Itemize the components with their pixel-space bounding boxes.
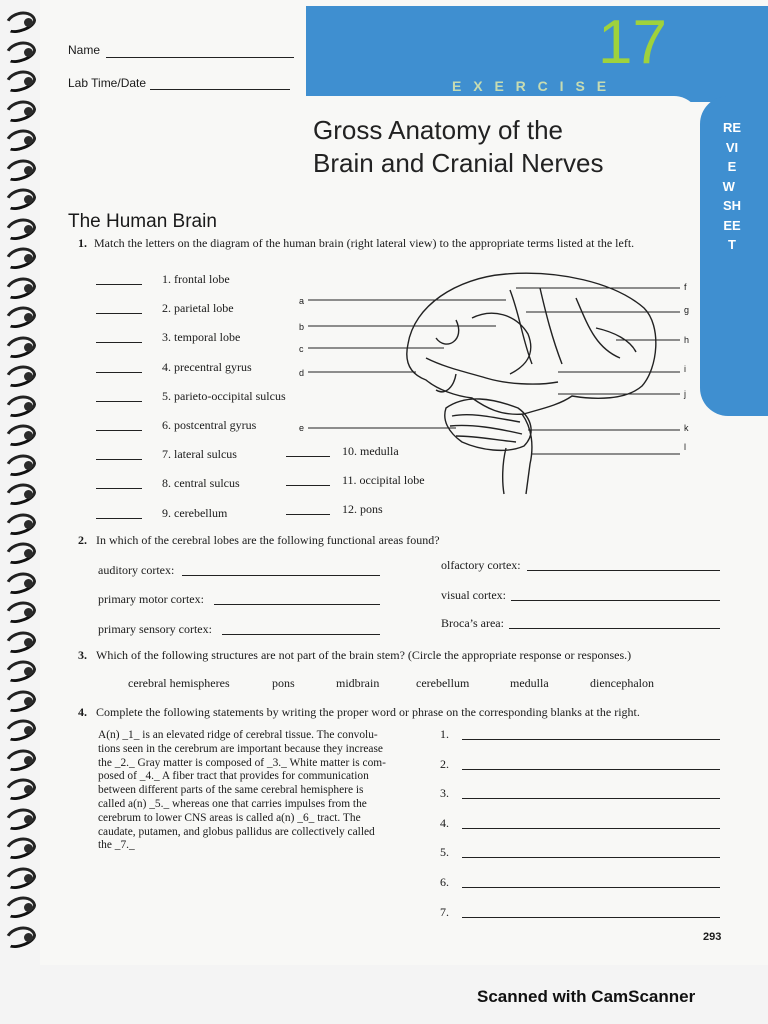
exercise-label: E X E R C I S E <box>452 78 611 94</box>
q4-number: 4. <box>78 705 87 719</box>
spiral-hole <box>24 402 33 411</box>
q3-prompt: Which of the following structures are not part of the brain stem? (Circle the appropriate response or responses.) <box>96 648 632 662</box>
answer-blank[interactable] <box>462 828 720 829</box>
section-title: The Human Brain <box>68 211 217 232</box>
spiral-hole <box>24 166 33 175</box>
spiral-hole <box>24 18 33 27</box>
blank-number: 6. <box>440 875 449 889</box>
answer-blank[interactable] <box>462 917 720 918</box>
spiral-hole <box>24 697 33 706</box>
diagram-letter: b <box>299 322 305 332</box>
spiral-hole <box>24 461 33 470</box>
answer-blank[interactable] <box>509 628 720 629</box>
spiral-hole <box>24 726 33 735</box>
answer-blank[interactable] <box>462 739 720 740</box>
name-field[interactable] <box>106 57 294 58</box>
spiral-hole <box>24 136 33 145</box>
spiral-hole <box>24 254 33 263</box>
brainstem-option[interactable]: cerebellum <box>416 676 470 690</box>
q2-prompt: In which of the cerebral lobes are the following functional areas found? <box>96 533 440 547</box>
spiral-hole <box>24 343 33 352</box>
blank-number: 2. <box>440 756 449 771</box>
paragraph-line: posed of _4._ A fiber tract that provides for communication <box>98 770 369 783</box>
answer-blank[interactable] <box>462 887 720 888</box>
answer-blank[interactable] <box>96 313 142 314</box>
q1-prompt: Match the letters on the diagram of the human brain (right lateral view) to the appropriate terms listed at the left. <box>94 236 635 250</box>
spiral-hole <box>24 933 33 942</box>
functional-area-label: visual cortex: <box>441 588 506 602</box>
answer-blank[interactable] <box>96 430 142 431</box>
brain-diagram <box>296 268 716 498</box>
spiral-hole <box>24 77 33 86</box>
diagram-letter: g <box>684 305 690 315</box>
spiral-hole <box>24 549 33 558</box>
diagram-letter: h <box>684 335 690 345</box>
paragraph-line: cerebrum to lower CNS areas is called a(n) _6_ tract. The <box>98 811 361 824</box>
q3-number: 3. <box>78 648 87 662</box>
scanner-watermark: Scanned with CamScanner <box>477 987 696 1006</box>
diagram-letter: i <box>684 364 686 374</box>
spiral-hole <box>24 195 33 204</box>
spiral-hole <box>24 372 33 381</box>
spiral-hole <box>24 431 33 440</box>
answer-blank[interactable] <box>286 514 330 515</box>
exercise-number: 17 <box>598 8 667 77</box>
diagram-letter: l <box>684 442 686 452</box>
answer-blank[interactable] <box>96 372 142 373</box>
spiral-hole <box>24 225 33 234</box>
functional-area-label: Broca’s area: <box>441 616 504 630</box>
functional-area-label: olfactory cortex: <box>441 558 521 572</box>
term-label: 1. frontal lobe <box>162 272 230 286</box>
paragraph-line: tions seen in the cerebrum are important because they increase <box>98 742 383 755</box>
answer-blank[interactable] <box>182 575 380 576</box>
blank-number: 4. <box>440 815 449 830</box>
blank-number: 3. <box>440 786 449 801</box>
name-label: Name <box>68 43 101 57</box>
q1-number: 1. <box>78 236 87 250</box>
spiral-hole <box>24 579 33 588</box>
answer-blank[interactable] <box>462 769 720 770</box>
spiral-hole <box>24 313 33 322</box>
term-label: 8. central sulcus <box>162 476 240 491</box>
term-label: 2. parietal lobe <box>162 301 234 316</box>
blank-number: 5. <box>440 845 449 860</box>
term-label: 5. parieto-occipital sulcus <box>162 388 286 403</box>
spiral-hole <box>24 756 33 765</box>
answer-blank[interactable] <box>462 798 720 799</box>
q4-paragraph <box>98 729 414 853</box>
lab-label: Lab Time/Date <box>68 76 147 90</box>
spiral-hole <box>24 520 33 529</box>
spiral-hole <box>24 284 33 293</box>
blank-number: 1. <box>440 727 449 741</box>
diagram-letter: j <box>684 389 686 399</box>
answer-blank[interactable] <box>511 600 720 601</box>
answer-blank[interactable] <box>527 570 720 571</box>
brainstem-option[interactable]: pons <box>272 676 295 690</box>
page-number: 293 <box>703 931 722 943</box>
brainstem-option[interactable]: cerebral hemispheres <box>128 676 230 690</box>
diagram-letter: a <box>299 296 305 306</box>
answer-blank[interactable] <box>96 342 142 343</box>
answer-blank[interactable] <box>462 857 720 858</box>
spiral-hole <box>24 608 33 617</box>
answer-blank[interactable] <box>222 634 380 635</box>
term-label: 3. temporal lobe <box>162 330 241 345</box>
diagram-letter: e <box>299 423 305 433</box>
paragraph-line: called a(n) _5._ whereas one that carries impulses from the <box>98 797 367 810</box>
diagram-letter: f <box>684 282 687 292</box>
paragraph-line: A(n) _1_ is an elevated ridge of cerebral tissue. The convolu- <box>98 729 378 741</box>
side-tab-label: REVIEW SHEET <box>722 120 742 252</box>
brain-outline <box>407 273 656 494</box>
answer-blank[interactable] <box>96 488 142 489</box>
title-line-2: Brain and Cranial Nerves <box>313 148 604 178</box>
paragraph-line: the _7._ <box>98 839 135 852</box>
term-label: 12. pons <box>342 502 383 516</box>
paragraph-line: the _2._ Gray matter is composed of _3._ White matter is com- <box>98 756 386 769</box>
answer-blank[interactable] <box>96 284 142 285</box>
spiral-hole <box>24 903 33 912</box>
diagram-letter: c <box>299 344 304 354</box>
diagram-letter: d <box>299 368 305 378</box>
term-label: 7. lateral sulcus <box>162 447 237 462</box>
page-title <box>313 114 603 180</box>
functional-area-label: auditory cortex: <box>98 563 175 577</box>
term-label: 9. cerebellum <box>162 505 228 520</box>
functional-area-label: primary motor cortex: <box>98 592 204 606</box>
paragraph-line: between different parts of the same cerebral hemisphere is <box>98 784 364 797</box>
answer-blank[interactable] <box>96 459 142 460</box>
spiral-hole <box>24 638 33 647</box>
q2-number: 2. <box>78 533 87 547</box>
term-label: 11. occipital lobe <box>342 473 425 487</box>
diagram-letter: k <box>684 423 689 433</box>
blank-number: 7. <box>440 904 449 919</box>
side-tab-text <box>722 118 742 255</box>
brainstem-option[interactable]: diencephalon <box>590 676 654 690</box>
answer-blank[interactable] <box>214 604 380 605</box>
term-label: 10. medulla <box>342 444 399 458</box>
answer-blank[interactable] <box>96 518 142 519</box>
spiral-hole <box>24 815 33 824</box>
answer-blank[interactable] <box>96 401 142 402</box>
brainstem-option[interactable]: medulla <box>510 676 549 690</box>
functional-area-label: primary sensory cortex: <box>98 622 212 636</box>
spiral-hole <box>24 48 33 57</box>
spiral-hole <box>24 490 33 499</box>
lab-field[interactable] <box>150 89 290 90</box>
spiral-hole <box>24 844 33 853</box>
paragraph-line: caudate, putamen, and globus pallidus are collectively called <box>98 825 375 838</box>
term-label: 4. precentral gyrus <box>162 359 252 374</box>
q4-prompt: Complete the following statements by writing the proper word or phrase on the corresponding blanks at the right. <box>96 705 640 719</box>
spiral-hole <box>24 107 33 116</box>
spiral-hole <box>24 874 33 883</box>
spiral-hole <box>24 667 33 676</box>
title-line-1: Gross Anatomy of the <box>313 115 564 145</box>
term-label: 6. postcentral gyrus <box>162 418 257 432</box>
brainstem-option[interactable]: midbrain <box>336 676 380 690</box>
spiral-hole <box>24 785 33 794</box>
